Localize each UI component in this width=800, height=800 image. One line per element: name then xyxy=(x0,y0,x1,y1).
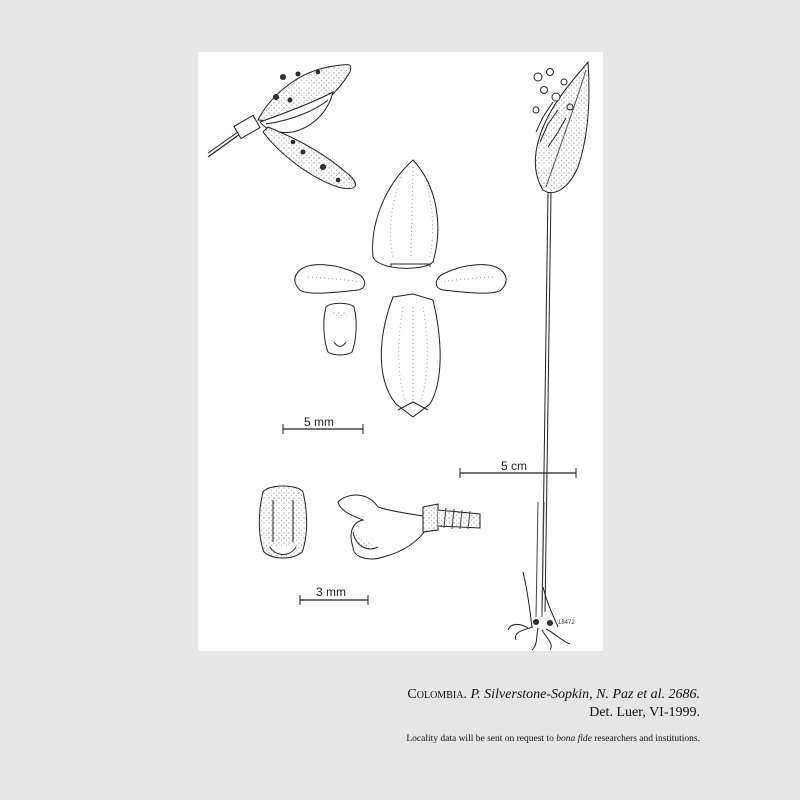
lip-small xyxy=(324,303,356,355)
collector-text: P. Silverstone-Sopkin, N. Paz et al. 2686. xyxy=(470,687,700,702)
scale-5mm-label: 5 mm xyxy=(304,415,334,429)
illustration xyxy=(198,52,603,651)
artist-mark: 18472 xyxy=(558,620,575,626)
country-name: Colombia. xyxy=(407,687,467,702)
note-after: researchers and institutions. xyxy=(594,734,700,744)
caption xyxy=(407,686,700,722)
flower-side-view xyxy=(208,65,355,189)
lip-enlarged xyxy=(259,486,306,558)
column xyxy=(338,495,480,559)
note-italic: bona fide xyxy=(556,734,592,744)
left-petal xyxy=(295,265,365,294)
scale-3mm-label: 3 mm xyxy=(316,585,346,599)
note-before: Locality data will be sent on request to xyxy=(406,734,554,744)
collection-line xyxy=(407,686,700,704)
synsepal xyxy=(381,294,440,417)
dorsal-sepal xyxy=(373,160,438,268)
plant-habit xyxy=(508,62,589,650)
scale-5cm-label: 5 cm xyxy=(501,459,528,473)
botanical-plate xyxy=(198,52,603,651)
determination-line: Det. Luer, VI-1999. xyxy=(589,705,700,720)
locality-note xyxy=(406,734,700,744)
right-petal xyxy=(436,265,506,294)
